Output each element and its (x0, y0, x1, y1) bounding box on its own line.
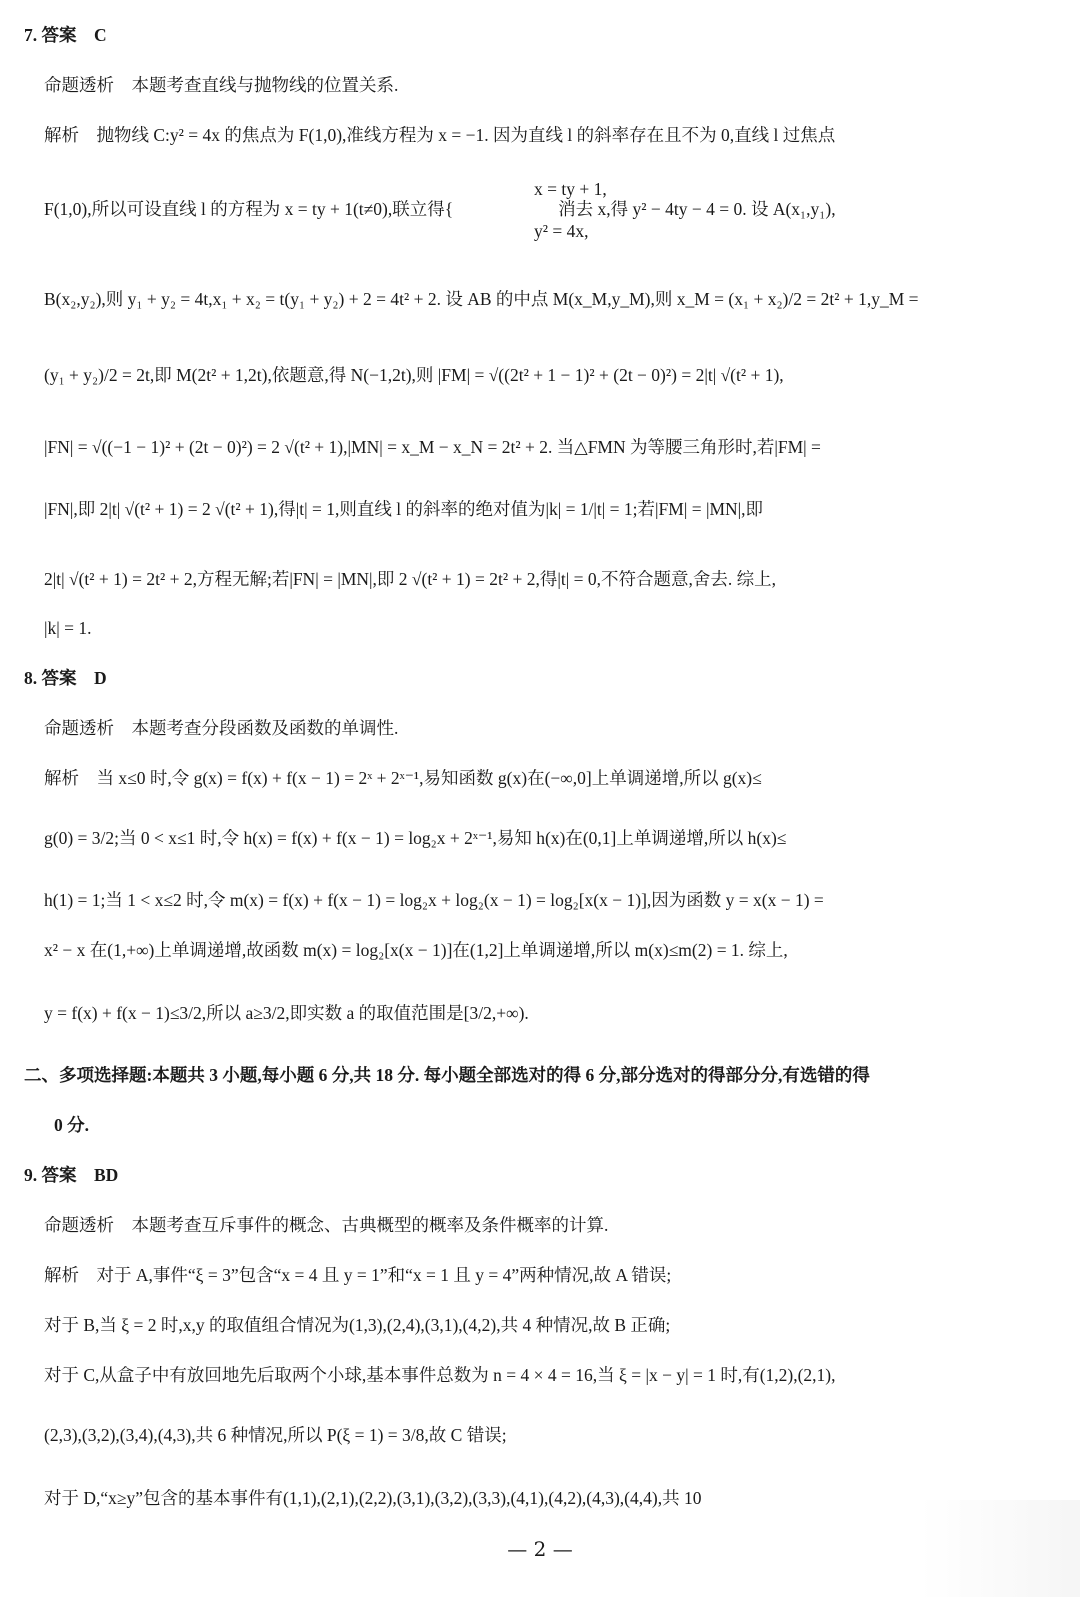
text-line: x² − x 在(1,+∞)上单调递增,故函数 m(x) = log₂[x(x − 1)]在(1,2]上单调递增,所以 m(x)≤m(2) = 1. 综上, (44, 940, 788, 960)
text-line: g(0) = 3/2;当 0 < x≤1 时,令 h(x) = f(x) + f(x − 1) = log₂x + 2ˣ⁻¹,易知 h(x)在(0,1]上单调递增,所以 h(x)≤ (44, 828, 787, 848)
text-line: 9. 答案 BD (24, 1165, 119, 1185)
text-line: 命题透析 本题考查互斥事件的概念、古典概型的概率及条件概率的计算. (44, 1215, 609, 1235)
text-line: 对于 C,从盒子中有放回地先后取两个小球,基本事件总数为 n = 4 × 4 = 16,当 ξ = |x − y| = 1 时,有(1,2),(2,1), (44, 1365, 836, 1385)
text-line: y² = 4x, (44, 221, 589, 241)
text-line: B(x₂,y₂),则 y₁ + y₂ = 4t,x₁ + x₂ = t(y₁ + y₂) + 2 = 4t² + 2. 设 AB 的中点 M(x_M,y_M),则 x_M = (x₁ + x₂)/2 = 2t² + 1,y_M = (44, 289, 919, 309)
text-line: (y₁ + y₂)/2 = 2t,即 M(2t² + 1,2t),依题意,得 N(−1,2t),则 |FM| = √((2t² + 1 − 1)² + (2t − 0)²) = 2|t| √(t² + 1), (44, 365, 784, 385)
text-line: 8. 答案 D (24, 668, 107, 688)
text-line: y = f(x) + f(x − 1)≤3/2,所以 a≥3/2,即实数 a 的取值范围是[3/2,+∞). (44, 1003, 529, 1023)
text-line: F(1,0),所以可设直线 l 的方程为 x = ty + 1(t≠0),联立得{ 消去 x,得 y² − 4ty − 4 = 0. 设 A(x₁,y₁), (44, 199, 836, 219)
text-line: h(1) = 1;当 1 < x≤2 时,令 m(x) = f(x) + f(x − 1) = log₂x + log₂(x − 1) = log₂[x(x − 1)],因为函数 y = x(x − 1) = (44, 890, 824, 910)
text-line: 2|t| √(t² + 1) = 2t² + 2,方程无解;若|FN| = |MN|,即 2 √(t² + 1) = 2t² + 2,得|t| = 0,不符合题意,舍去. 综上, (44, 569, 776, 589)
text-line: 0 分. (54, 1115, 89, 1135)
text-line: 对于 B,当 ξ = 2 时,x,y 的取值组合情况为(1,3),(2,4),(3,1),(4,2),共 4 种情况,故 B 正确; (44, 1315, 671, 1335)
text-line: |FN|,即 2|t| √(t² + 1) = 2 √(t² + 1),得|t| = 1,则直线 l 的斜率的绝对值为|k| = 1/|t| = 1;若|FM| = |MN|,即 (44, 499, 764, 519)
text-line: x = ty + 1, (44, 179, 607, 199)
text-line: 7. 答案 C (24, 25, 107, 45)
text-line: 解析 对于 A,事件“ξ = 3”包含“x = 4 且 y = 1”和“x = 1 且 y = 4”两种情况,故 A 错误; (44, 1265, 672, 1285)
text-line: 对于 D,“x≥y”包含的基本事件有(1,1),(2,1),(2,2),(3,1),(3,2),(3,3),(4,1),(4,2),(4,3),(4,4),共 10 (44, 1488, 702, 1508)
text-line: 解析 当 x≤0 时,令 g(x) = f(x) + f(x − 1) = 2ˣ + 2ˣ⁻¹,易知函数 g(x)在(−∞,0]上单调递增,所以 g(x)≤ (44, 768, 762, 788)
text-line: |k| = 1. (44, 618, 92, 638)
page-number: — 2 — (507, 1537, 573, 1561)
text-line: 命题透析 本题考查直线与抛物线的位置关系. (44, 75, 399, 95)
text-line: 二、多项选择题:本题共 3 小题,每小题 6 分,共 18 分. 每小题全部选对的得 6 分,部分选对的得部分分,有选错的得 (24, 1065, 870, 1085)
text-line: 解析 抛物线 C:y² = 4x 的焦点为 F(1,0),准线方程为 x = −1. 因为直线 l 的斜率存在且不为 0,直线 l 过焦点 (44, 125, 836, 145)
text-line: 命题透析 本题考查分段函数及函数的单调性. (44, 718, 399, 738)
text-line: (2,3),(3,2),(3,4),(4,3),共 6 种情况,所以 P(ξ = 1) = 3/8,故 C 错误; (44, 1425, 507, 1445)
watermark (920, 1500, 1080, 1597)
text-line: |FN| = √((−1 − 1)² + (2t − 0)²) = 2 √(t² + 1),|MN| = x_M − x_N = 2t² + 2. 当△FMN 为等腰三角形时,若|FM| = (44, 437, 821, 457)
